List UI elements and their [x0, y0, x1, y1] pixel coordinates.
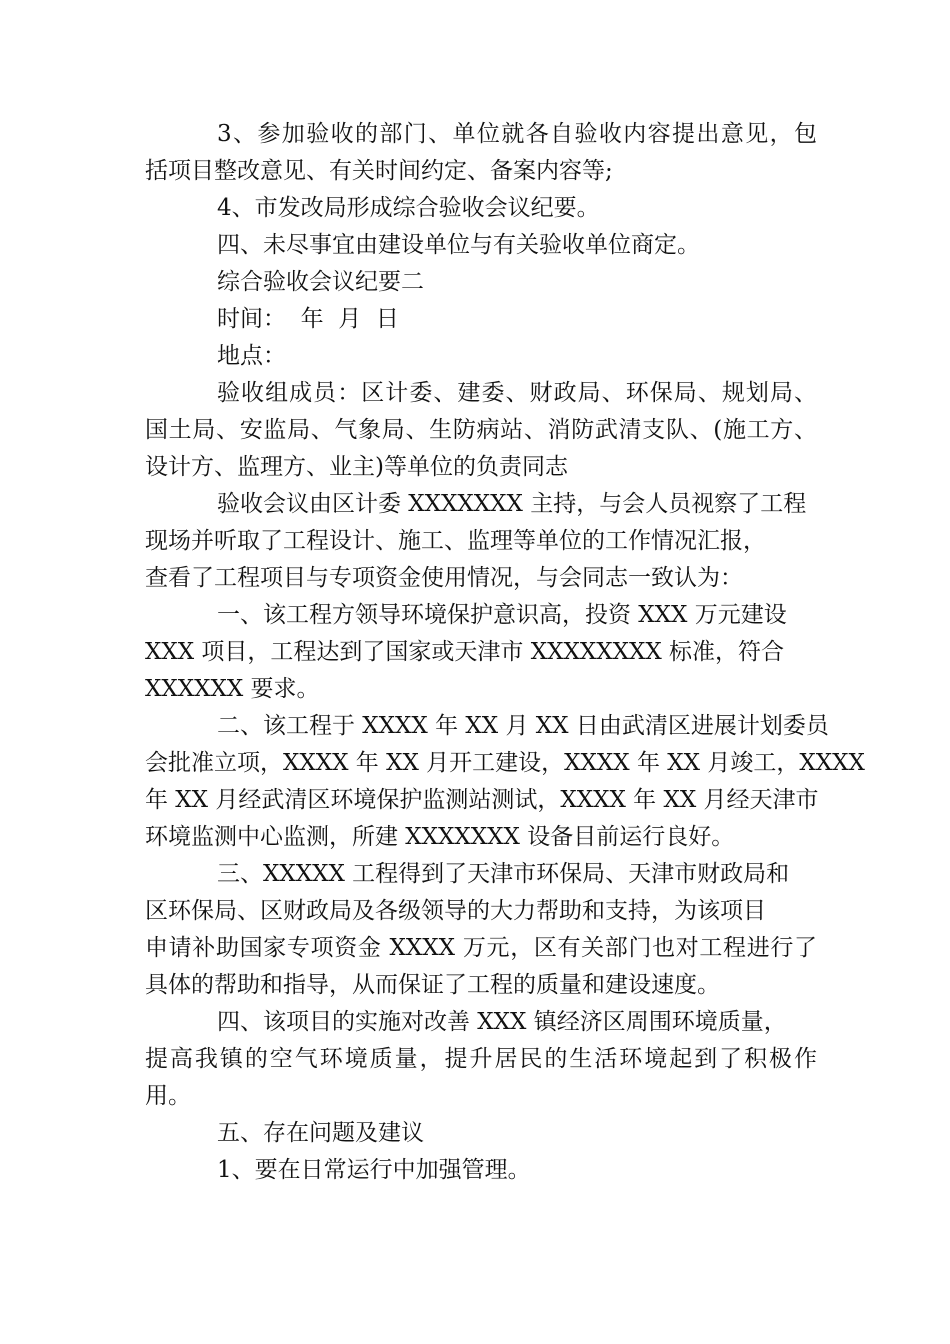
- text-line: 三、XXXXX 工程得到了天津市环保局、天津市财政局和: [217, 861, 790, 887]
- meeting-time: [145, 301, 817, 338]
- text-line: 五、存在问题及建议: [217, 1120, 424, 1146]
- committee-members: [145, 375, 817, 486]
- text-line: 设计方、监理方、业主)等单位的负责同志: [145, 454, 568, 480]
- text-line: 具体的帮助和指导，从而保证了工程的质量和建设速度。: [145, 972, 720, 998]
- text-line: 二、该工程于 XXXX 年 XX 月 XX 日由武清区进展计划委员: [217, 713, 829, 739]
- paragraph-item-3: [145, 116, 817, 190]
- finding-2: [145, 708, 865, 856]
- meeting-location: [145, 338, 817, 375]
- finding-3: [145, 856, 817, 1004]
- text-line: 时间： 年 月 日: [217, 306, 399, 332]
- paragraph-item-4: [145, 190, 817, 227]
- text-line: 申请补助国家专项资金 XXXX 万元，区有关部门也对工程进行了: [145, 935, 817, 961]
- text-line: 一、该工程方领导环境保护意识高，投资 XXX 万元建设: [217, 602, 787, 628]
- text-line: 提高我镇的空气环境质量，提升居民的生活环境起到了积极作: [145, 1046, 817, 1072]
- text-line: 环境监测中心监测，所建 XXXXXXX 设备目前运行良好。: [145, 824, 735, 850]
- text-line: 验收会议由区计委 XXXXXXX 主持，与会人员视察了工程: [217, 491, 807, 517]
- text-line: 验收组成员：区计委、建委、财政局、环保局、规划局、: [217, 380, 817, 406]
- text-line: 1、要在日常运行中加强管理。: [217, 1157, 531, 1183]
- text-line: XXX 项目，工程达到了国家或天津市 XXXXXXXX 标准，符合: [145, 639, 785, 665]
- text-line: 查看了工程项目与专项资金使用情况，与会同志一致认为：: [145, 565, 743, 591]
- text-line: 4、市发改局形成综合验收会议纪要。: [217, 195, 600, 221]
- text-line: 综合验收会议纪要二: [217, 269, 424, 295]
- text-line: 括项目整改意见、有关时间约定、备案内容等;: [145, 158, 613, 184]
- text-line: XXXXXX 要求。: [145, 676, 320, 702]
- suggestion-1: [145, 1152, 817, 1189]
- text-line: 3、参加验收的部门、单位就各自验收内容提出意见，包: [217, 121, 817, 147]
- paragraph-section-4: [145, 227, 817, 264]
- text-line: 地点：: [217, 343, 286, 369]
- finding-1: [145, 597, 817, 708]
- text-line: 四、该项目的实施对改善 XXX 镇经济区周围环境质量，: [217, 1009, 787, 1035]
- text-line: 用。: [145, 1083, 191, 1109]
- finding-4: [145, 1004, 817, 1115]
- text-line: 国土局、安监局、气象局、生防病站、消防武清支队、(施工方、: [145, 417, 817, 443]
- text-line: 会批准立项，XXXX 年 XX 月开工建设，XXXX 年 XX 月竣工，XXXX: [145, 750, 865, 776]
- text-line: 四、未尽事宜由建设单位与有关验收单位商定。: [217, 232, 700, 258]
- issues-heading: [145, 1115, 817, 1152]
- text-line: 区环保局、区财政局及各级领导的大力帮助和支持，为该项目: [145, 898, 766, 924]
- document-body: [145, 116, 865, 1189]
- minutes-title: [145, 264, 817, 301]
- text-line: 年 XX 月经武清区环境保护监测站测试，XXXX 年 XX 月经天津市: [145, 787, 819, 813]
- meeting-summary: [145, 486, 817, 597]
- text-line: 现场并听取了工程设计、施工、监理等单位的工作情况汇报，: [145, 528, 766, 554]
